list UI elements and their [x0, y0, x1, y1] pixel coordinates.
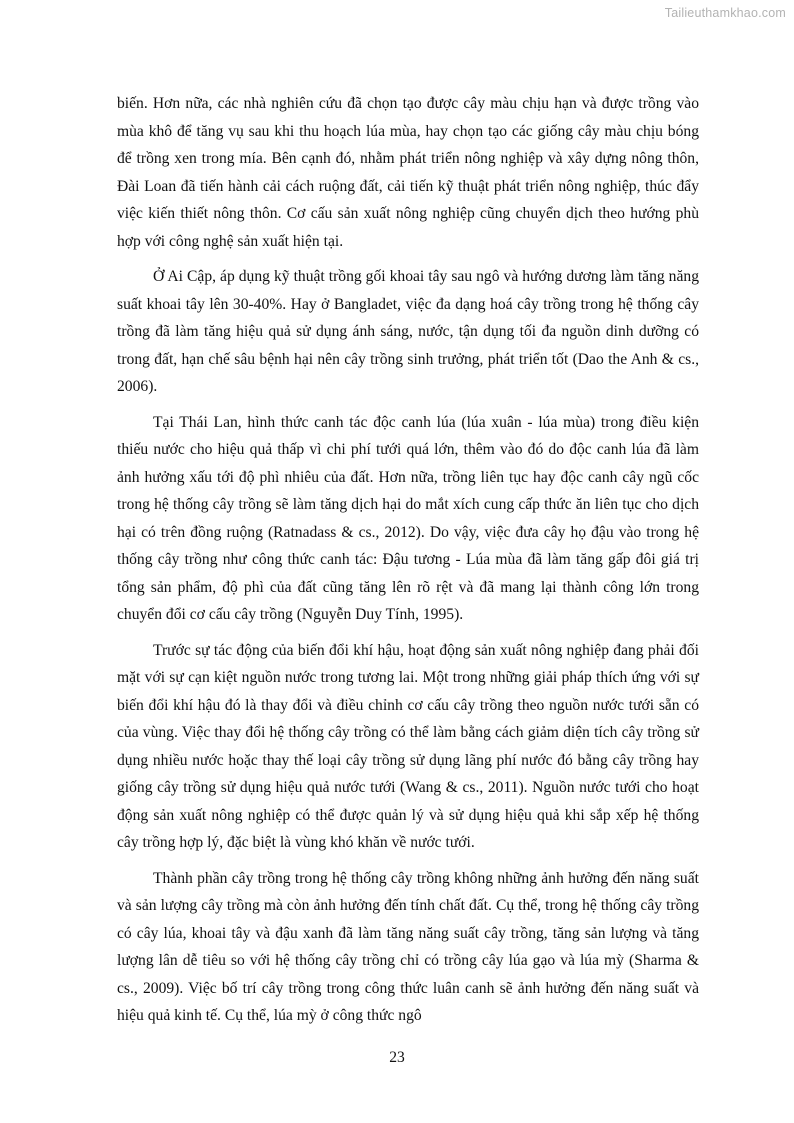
- paragraph-5: Thành phần cây trồng trong hệ thống cây trồng không những ảnh hưởng đến năng suất và sản lượng cây trồng mà còn ảnh hưởng đến tính chất đất. Cụ thể, trong hệ thống cây trồng có cây lúa, khoai tây và đậu xanh đã làm tăng năng suất cây trồng, tăng sản lượng và tăng lượng lân dễ tiêu so với hệ thống cây trồng chỉ có trồng cây lúa gạo và lúa mỳ (Sharma & cs., 2009). Việc bố trí cây trồng trong công thức luân canh sẽ ảnh hưởng đến năng suất và hiệu quả kinh tế. Cụ thể, lúa mỳ ở công thức ngô: [117, 869, 699, 1024]
- paragraph-1: biến. Hơn nữa, các nhà nghiên cứu đã chọn tạo được cây màu chịu hạn và được trồng vào mùa khô để tăng vụ sau khi thu hoạch lúa mùa, hay chọn tạo các giống cây màu chịu bóng để trồng xen trong mía. Bên cạnh đó, nhằm phát triển nông nghiệp và xây dựng nông thôn, Đài Loan đã tiến hành cải cách ruộng đất, cải tiến kỹ thuật phát triển nông nghiệp, thúc đẩy việc kiến thiết nông thôn. Cơ cấu sản xuất nông nghiệp cũng chuyển dịch theo hướng phù hợp với công nghệ sản xuất hiện tại.: [117, 95, 699, 250]
- document-body: [117, 90, 699, 1038]
- paragraph-2: Ở Ai Cập, áp dụng kỹ thuật trồng gối khoai tây sau ngô và hướng dương làm tăng năng suất khoai tây lên 30-40%. Hay ở Bangladet, việc đa dạng hoá cây trồng trong hệ thống cây trồng đã làm tăng hiệu quả sử dụng ánh sáng, nước, tận dụng tối đa nguồn dinh dưỡng có trong đất, hạn chế sâu bệnh hại nên cây trồng sinh trưởng, phát triển tốt (Dao the Anh & cs., 2006).: [117, 268, 699, 395]
- paragraph-3: Tại Thái Lan, hình thức canh tác độc canh lúa (lúa xuân - lúa mùa) trong điều kiện thiếu nước cho hiệu quả thấp vì chi phí tưới quá lớn, thêm vào đó do độc canh lúa đã làm ảnh hưởng xấu tới độ phì nhiêu của đất. Hơn nữa, trồng liên tục hay độc canh cây ngũ cốc trong hệ thống cây trồng sẽ làm tăng dịch hại do mắt xích cung cấp thức ăn liên tục cho dịch hại có trên đồng ruộng (Ratnadass & cs., 2012). Do vậy, việc đưa cây họ đậu vào trong hệ thống cây trồng như công thức canh tác: Đậu tương - Lúa mùa đã làm tăng gấp đôi giá trị tổng sản phẩm, độ phì của đất cũng tăng lên rõ rệt và đã mang lại thành công lớn trong chuyển đổi cơ cấu cây trồng (Nguyễn Duy Tính, 1995).: [117, 413, 699, 623]
- page-number: 23: [389, 1049, 405, 1066]
- watermark-text: Tailieuthamkhao.com: [664, 6, 786, 20]
- paragraph-4: Trước sự tác động của biến đổi khí hậu, hoạt động sản xuất nông nghiệp đang phải đối mặt với sự cạn kiệt nguồn nước trong tương lai. Một trong những giải pháp thích ứng với sự biến đổi khí hậu đó là thay đổi và điều chỉnh cơ cấu cây trồng theo nguồn nước tưới sẵn có của vùng. Việc thay đổi hệ thống cây trồng có thể làm bằng cách giảm diện tích cây trồng sử dụng nhiều nước hoặc thay thế loại cây trồng sử dụng lãng phí nước đó bằng cây trồng hay giống cây trồng sử dụng hiệu quả nước tưới (Wang & cs., 2011). Nguồn nước tưới cho hoạt động sản xuất nông nghiệp có thể được quản lý và sử dụng hiệu quả khi sắp xếp hệ thống cây trồng hợp lý, đặc biệt là vùng khó khăn về nước tưới.: [117, 641, 699, 851]
